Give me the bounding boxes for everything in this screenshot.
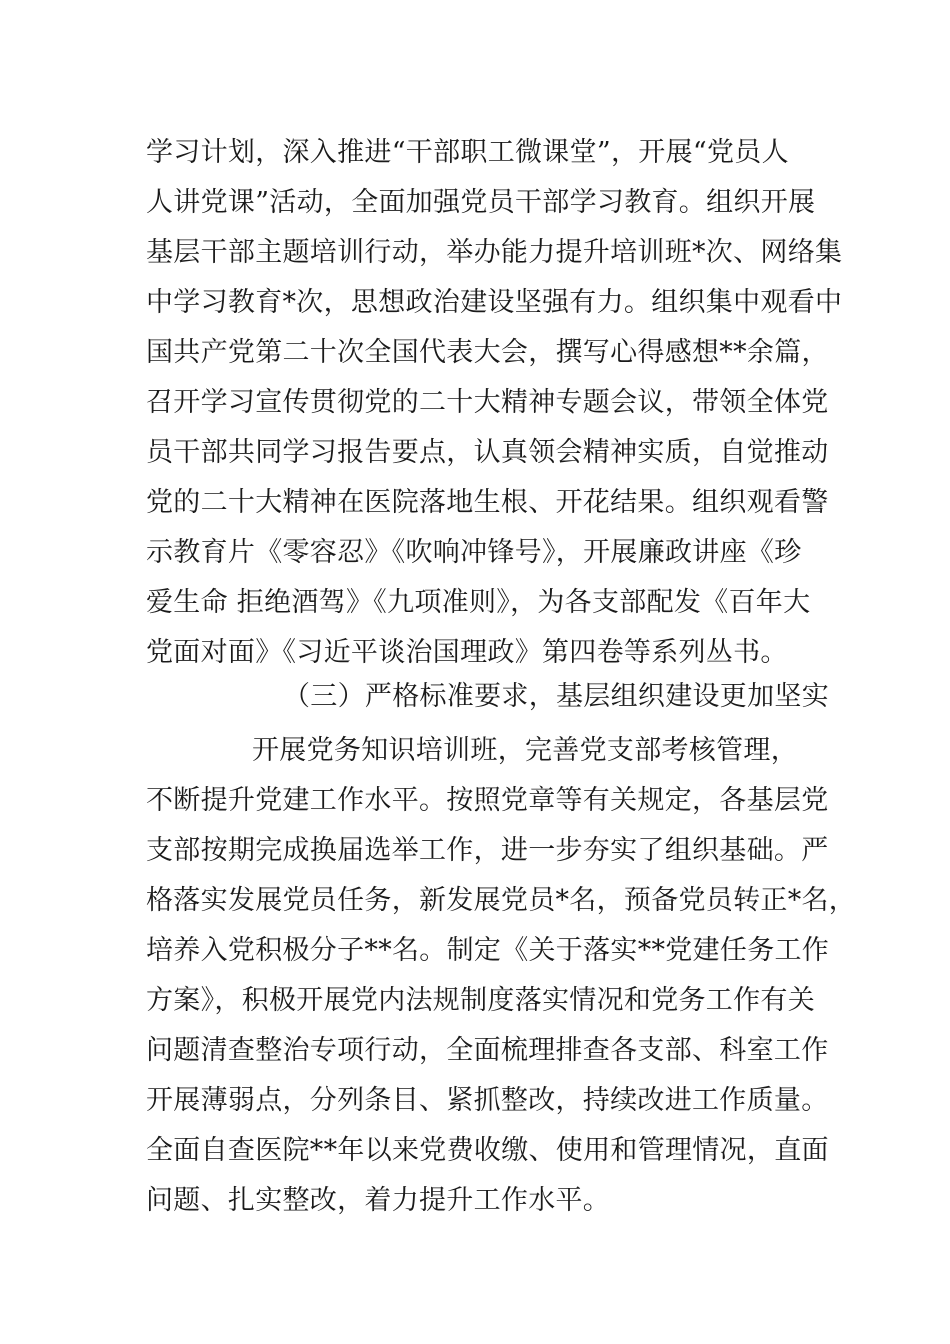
text-line: 全面自查医院**年以来党费收缴、使用和管理情况，直面 xyxy=(146,1135,829,1166)
paragraph-first-line: 开展党务知识培训班，完善党支部考核管理， xyxy=(252,735,798,766)
text-line: 培养入党积极分子**名。制定《关于落实**党建任务工作 xyxy=(146,935,830,966)
text-line: 基层干部主题培训行动，举办能力提升培训班*次、网络集 xyxy=(146,237,843,268)
text-line: 开展薄弱点，分列条目、紧抓整改，持续改进工作质量。 xyxy=(146,1085,829,1116)
text-line: 方案》，积极开展党内法规制度落实情况和党务工作有关 xyxy=(146,985,815,1016)
section-heading: （三）严格标准要求，基层组织建设更加坚实 xyxy=(283,681,829,712)
text-line: 问题清查整治专项行动，全面梳理排查各支部、科室工作 xyxy=(146,1035,829,1066)
text-line: 示教育片《零容忍》《吹响冲锋号》，开展廉政讲座《珍 xyxy=(146,537,802,568)
text-line: 党面对面》《习近平谈治国理政》第四卷等系列丛书。 xyxy=(146,637,788,668)
text-line: 人讲党课”活动，全面加强党员干部学习教育。组织开展 xyxy=(146,187,816,218)
text-line: 员干部共同学习报告要点，认真领会精神实质，自觉推动 xyxy=(146,437,829,468)
text-line: 国共产党第二十次全国代表大会，撰写心得感想**余篇， xyxy=(146,337,829,368)
text-line: 召开学习宣传贯彻党的二十大精神专题会议，带领全体党 xyxy=(146,387,829,418)
text-line: 问题、扎实整改，着力提升工作水平。 xyxy=(146,1185,611,1216)
text-line: 中学习教育*次，思想政治建设坚强有力。组织集中观看中 xyxy=(146,287,843,318)
text-line: 格落实发展党员任务，新发展党员*名，预备党员转正*名， xyxy=(146,885,857,916)
text-line: 党的二十大精神在医院落地生根、开花结果。组织观看警 xyxy=(146,487,829,518)
text-line: 不断提升党建工作水平。按照党章等有关规定，各基层党 xyxy=(146,785,829,816)
text-line: 爱生命 拒绝酒驾》《九项准则》，为各支部配发《百年大 xyxy=(146,587,811,618)
text-line: 支部按期完成换届选举工作，进一步夯实了组织基础。严 xyxy=(146,835,829,866)
text-line: 学习计划，深入推进“干部职工微课堂”，开展“党员人 xyxy=(146,137,789,168)
